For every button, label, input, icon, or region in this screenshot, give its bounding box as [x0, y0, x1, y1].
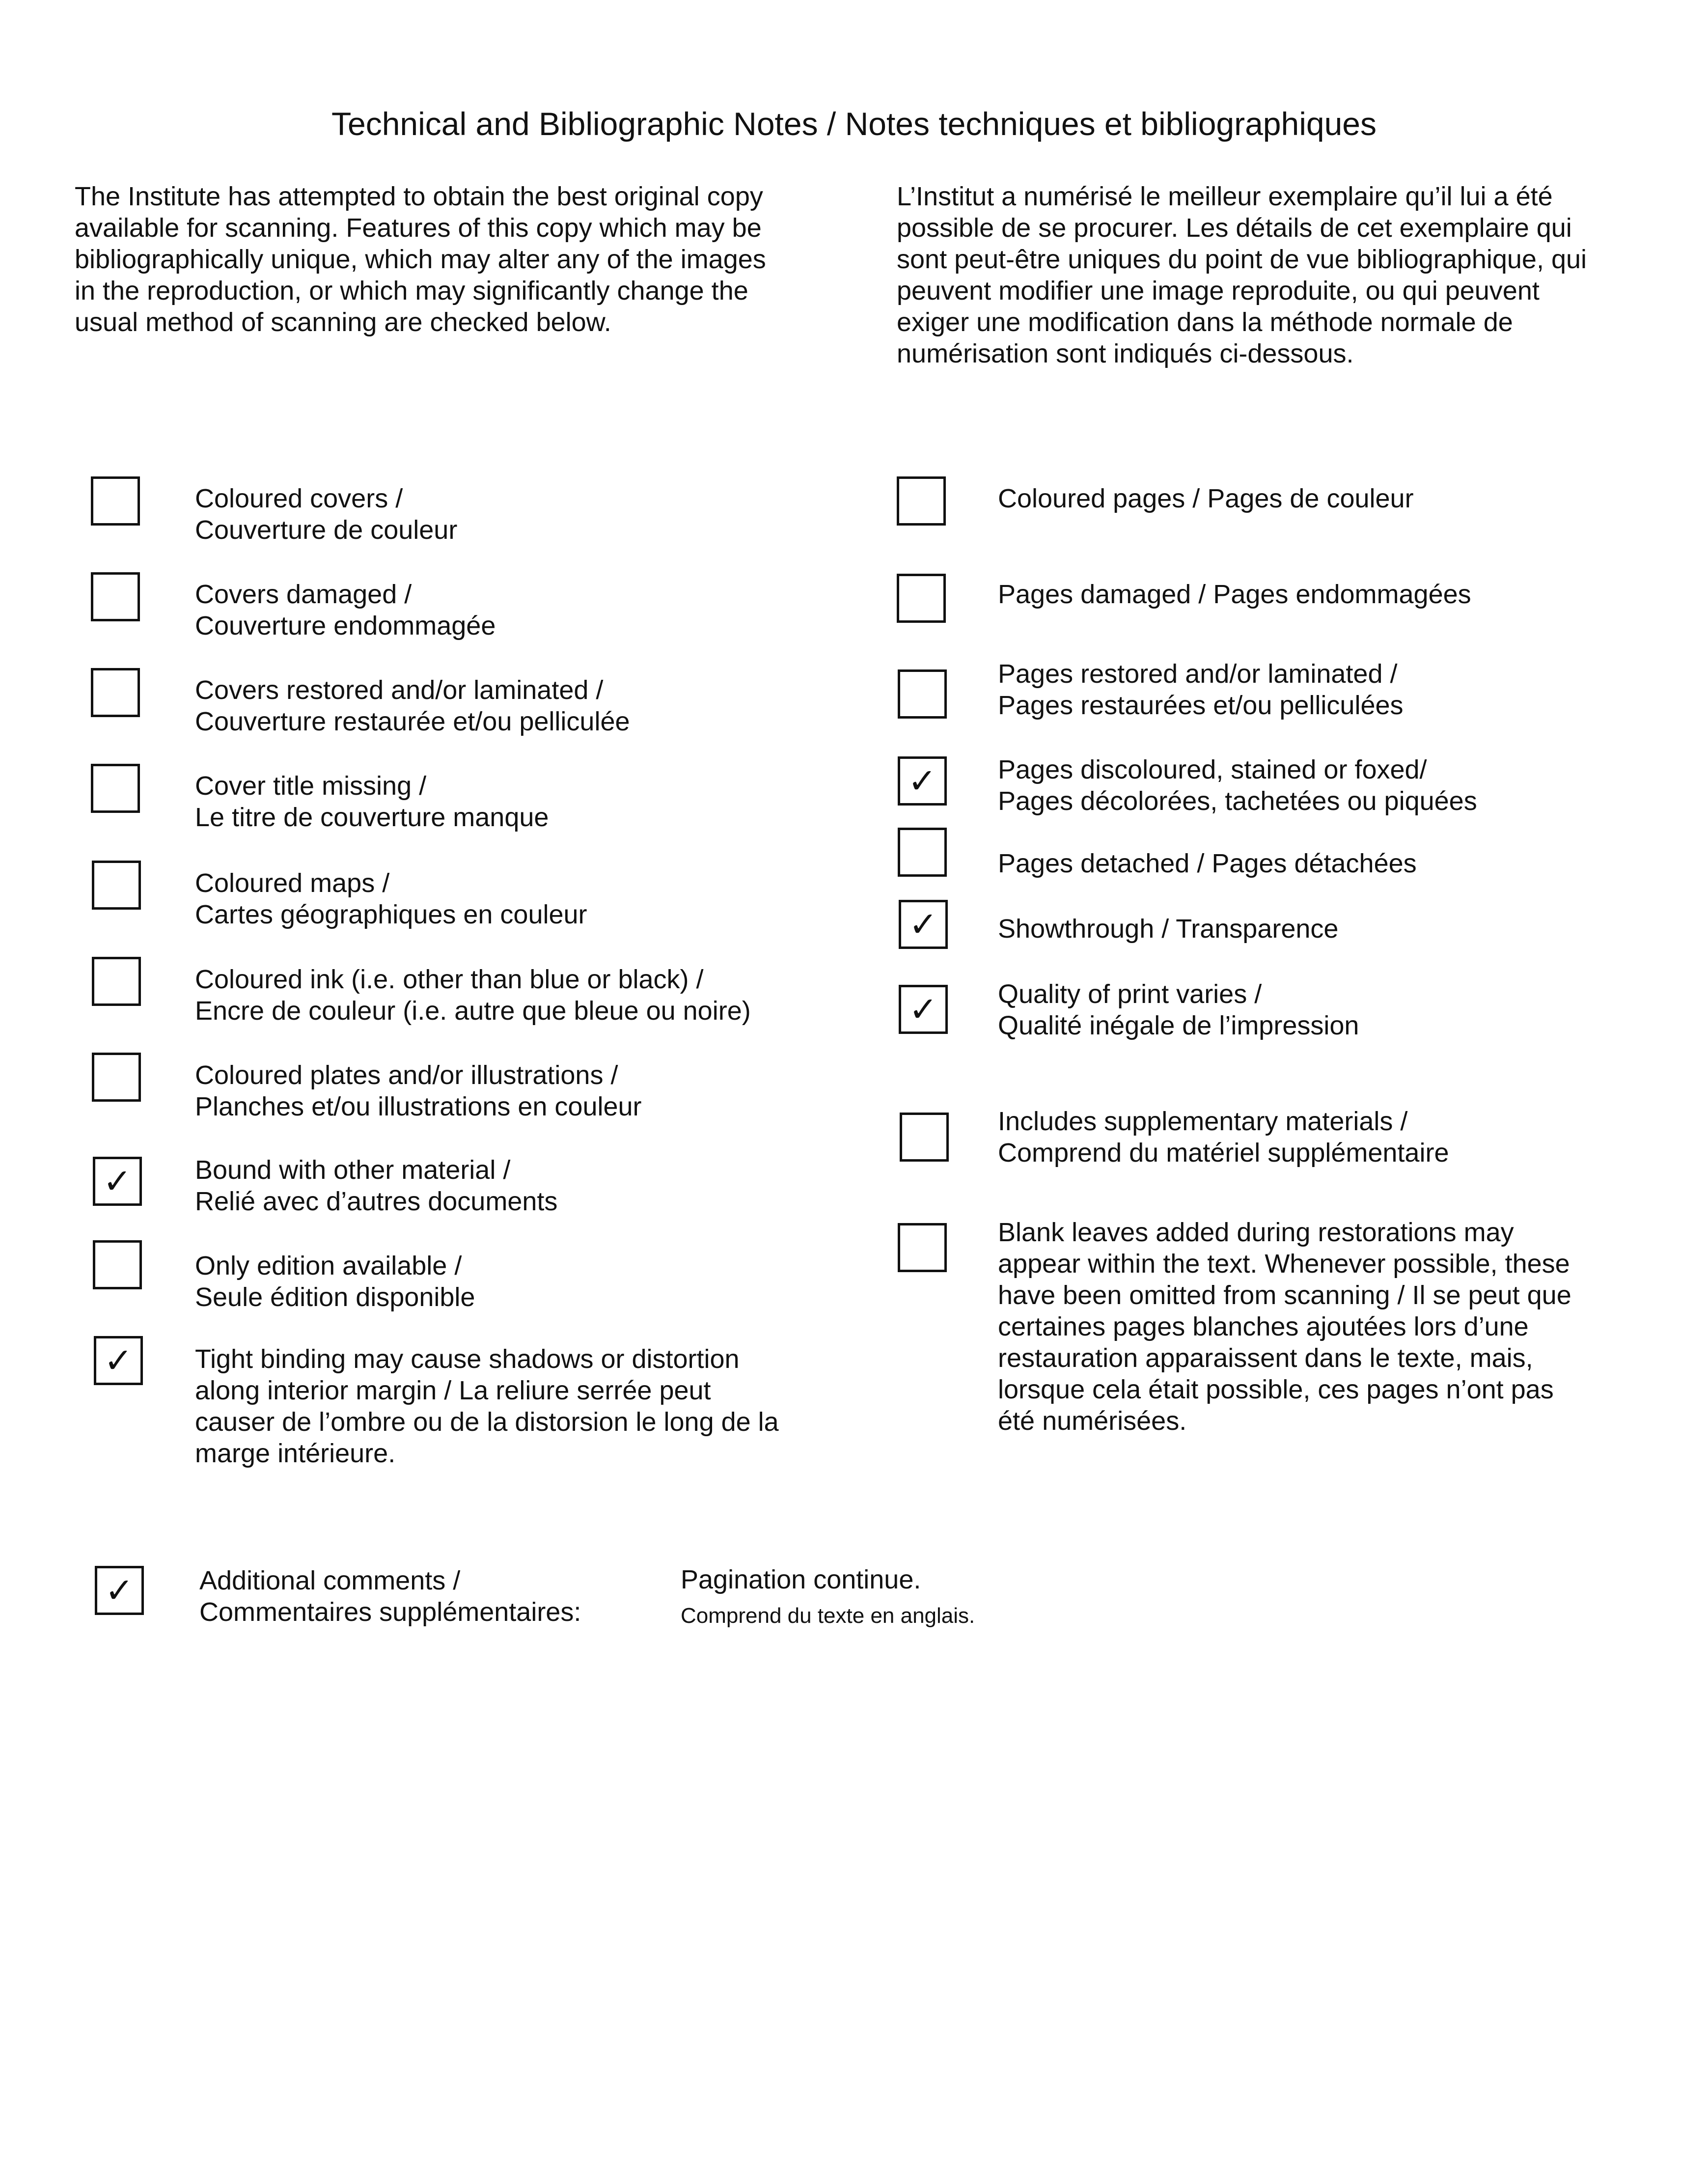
left-item-checkbox[interactable]: [92, 957, 141, 1006]
right-item-label: [998, 579, 1471, 610]
right-item-label: [998, 483, 1414, 514]
intro-english-line: usual method of scanning are checked below.: [75, 307, 611, 337]
right-item-label-line: appear within the text. Whenever possible, these: [998, 1249, 1570, 1279]
right-item-label-line: Includes supplementary materials /: [998, 1107, 1408, 1136]
left-item-checkbox[interactable]: [94, 1336, 143, 1385]
left-item-checkbox[interactable]: [91, 572, 140, 621]
right-item-checkbox[interactable]: [897, 574, 946, 623]
right-item-checkbox[interactable]: [898, 756, 947, 806]
right-item-label: [998, 848, 1417, 879]
additional-comments-value: Pagination continue.: [681, 1565, 921, 1594]
right-item-checkbox[interactable]: [900, 1113, 949, 1162]
intro-english-line: The Institute has attempted to obtain the best original copy: [75, 182, 763, 211]
left-item-label-line: Coloured plates and/or illustrations /: [195, 1060, 618, 1090]
additional-comments-label-line: Commentaires supplémentaires:: [199, 1597, 581, 1627]
right-item-label-line: lorsque cela était possible, ces pages n’ont pas: [998, 1375, 1554, 1404]
right-item-checkbox[interactable]: [898, 1223, 947, 1272]
checkmark-icon: ✓: [103, 1161, 132, 1201]
intro-english-line: bibliographically unique, which may alter any of the images: [75, 245, 766, 274]
right-item-label-line: restauration apparaissent dans le texte, mais,: [998, 1343, 1533, 1373]
right-item-checkbox[interactable]: [898, 669, 947, 719]
right-item-label: [998, 978, 1359, 1041]
left-item-label: [195, 1059, 642, 1122]
intro-english-line: in the reproduction, or which may significantly change the: [75, 276, 748, 306]
left-item-label: [195, 770, 549, 833]
left-item-label-line: Encre de couleur (i.e. autre que bleue ou noire): [195, 996, 751, 1026]
right-item-label: [998, 913, 1338, 945]
right-item-checkbox[interactable]: [899, 985, 948, 1034]
left-item-label-line: Bound with other material /: [195, 1155, 511, 1185]
left-item-label-line: Seule édition disponible: [195, 1282, 475, 1312]
left-item-checkbox[interactable]: [92, 1053, 141, 1102]
left-item-checkbox[interactable]: [92, 861, 141, 910]
checkmark-icon: ✓: [909, 989, 938, 1030]
intro-french: [897, 181, 1587, 369]
additional-comments-note: Comprend du texte en anglais.: [681, 1604, 975, 1628]
left-item-label-line: marge intérieure.: [195, 1439, 396, 1468]
left-item-label-line: Couverture endommagée: [195, 611, 496, 640]
right-item-label: [998, 658, 1404, 721]
intro-french-line: sont peut-être uniques du point de vue bibliographique, qui: [897, 245, 1587, 274]
page-title: Technical and Bibliographic Notes / Notes techniques et bibliographiques: [331, 106, 1377, 142]
left-item-label-line: Relié avec d’autres documents: [195, 1187, 558, 1216]
left-item-checkbox[interactable]: [93, 1157, 142, 1206]
left-item-label: [195, 674, 630, 737]
left-item-label-line: Coloured maps /: [195, 868, 390, 898]
right-item-label-line: Comprend du matériel supplémentaire: [998, 1138, 1449, 1168]
left-item-label-line: Cover title missing /: [195, 771, 427, 801]
intro-french-line: possible de se procurer. Les détails de cet exemplaire qui: [897, 213, 1572, 243]
right-item-checkbox[interactable]: [899, 900, 948, 949]
checkmark-icon: ✓: [104, 1340, 133, 1381]
left-item-label-line: causer de l’ombre ou de la distorsion le long de la: [195, 1407, 779, 1437]
left-item-label-line: Tight binding may cause shadows or distortion: [195, 1344, 740, 1374]
checkmark-icon: ✓: [908, 761, 937, 801]
left-item-label-line: Couverture de couleur: [195, 515, 458, 545]
right-item-label: [998, 1217, 1571, 1437]
right-item-label-line: Pages restored and/or laminated /: [998, 659, 1398, 689]
right-item-label-line: Coloured pages / Pages de couleur: [998, 484, 1414, 513]
right-item-checkbox[interactable]: [898, 828, 947, 877]
additional-comments-label: [199, 1565, 581, 1628]
checkmark-icon: ✓: [105, 1570, 134, 1611]
right-item-label-line: certaines pages blanches ajoutées lors d’une: [998, 1312, 1529, 1341]
left-item-label: [195, 483, 457, 546]
right-item-label-line: Pages restaurées et/ou pelliculées: [998, 691, 1404, 720]
left-item-label-line: Le titre de couverture manque: [195, 803, 549, 832]
right-item-label-line: Quality of print varies /: [998, 979, 1262, 1009]
intro-french-line: numérisation sont indiqués ci-dessous.: [897, 339, 1354, 368]
right-item-checkbox[interactable]: [897, 476, 946, 526]
left-item-label-line: Covers damaged /: [195, 580, 412, 609]
left-item-label-line: Only edition available /: [195, 1251, 462, 1280]
left-item-label: [195, 579, 496, 641]
left-item-label: [195, 964, 751, 1027]
left-item-checkbox[interactable]: [91, 668, 140, 717]
right-item-label-line: Qualité inégale de l’impression: [998, 1011, 1359, 1040]
left-item-checkbox[interactable]: [93, 1240, 142, 1289]
left-item-label-line: along interior margin / La reliure serrée peut: [195, 1376, 711, 1405]
left-item-checkbox[interactable]: [91, 764, 140, 813]
intro-english: [75, 181, 766, 338]
intro-french-line: exiger une modification dans la méthode normale de: [897, 307, 1513, 337]
left-item-label-line: Planches et/ou illustrations en couleur: [195, 1092, 642, 1121]
checkmark-icon: ✓: [909, 904, 938, 945]
left-item-label-line: Couverture restaurée et/ou pelliculée: [195, 707, 630, 736]
right-item-label-line: Pages detached / Pages détachées: [998, 849, 1417, 878]
right-item-label-line: have been omitted from scanning / Il se peut que: [998, 1280, 1571, 1310]
right-item-label: [998, 1106, 1449, 1169]
left-item-label: [195, 1250, 475, 1313]
left-item-label-line: Covers restored and/or laminated /: [195, 675, 604, 705]
left-item-label-line: Cartes géographiques en couleur: [195, 900, 587, 929]
right-item-label-line: Pages damaged / Pages endommagées: [998, 580, 1471, 609]
left-item-label: [195, 867, 587, 930]
intro-french-line: peuvent modifier une image reproduite, ou qui peuvent: [897, 276, 1540, 306]
additional-comments-checkbox[interactable]: [95, 1566, 144, 1615]
left-item-label-line: Coloured covers /: [195, 484, 403, 513]
left-item-label-line: Coloured ink (i.e. other than blue or black) /: [195, 965, 704, 994]
right-item-label-line: Pages discoloured, stained or foxed/: [998, 755, 1427, 784]
additional-comments-label-line: Additional comments /: [199, 1566, 461, 1595]
left-item-label: [195, 1343, 779, 1469]
right-item-label-line: Blank leaves added during restorations may: [998, 1218, 1514, 1247]
right-item-label-line: Showthrough / Transparence: [998, 914, 1339, 944]
intro-english-line: available for scanning. Features of this copy which may be: [75, 213, 762, 243]
left-item-checkbox[interactable]: [91, 476, 140, 526]
right-item-label-line: Pages décolorées, tachetées ou piquées: [998, 786, 1477, 816]
intro-french-line: L’Institut a numérisé le meilleur exemplaire qu’il lui a été: [897, 182, 1553, 211]
right-item-label: [998, 754, 1477, 817]
left-item-label: [195, 1154, 557, 1217]
right-item-label-line: été numérisées.: [998, 1406, 1187, 1436]
